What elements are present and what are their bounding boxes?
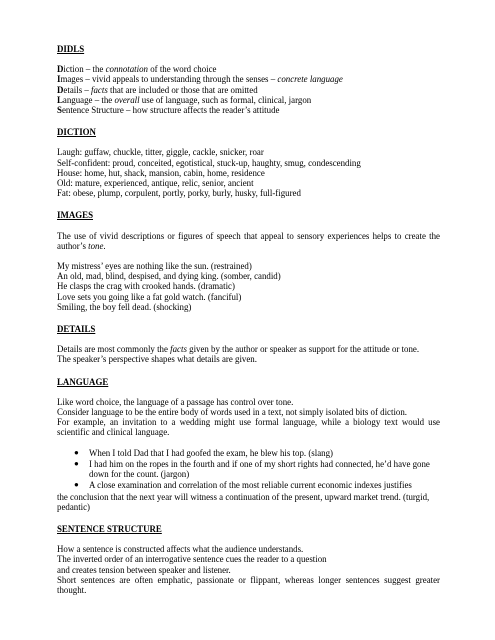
- image-example: Love sets you going like a fat gold watch. (fanciful): [57, 291, 242, 302]
- list-item: ● I had him on the ropes in the fourth and if one of my short rights had connected, he’d have gone down for the count. (jargon): [74, 458, 430, 480]
- diction-line: Self-confident: proud, conceited, egotistical, stuck-up, haughty, smug, condescending: [57, 157, 361, 168]
- document-page: [57, 44, 440, 595]
- sentence-line: How a sentence is constructed affects what the audience understands.: [57, 544, 304, 555]
- diction-line: Laugh: guffaw, chuckle, titter, giggle, cackle, snicker, roar: [57, 147, 264, 158]
- didls-section: [57, 44, 440, 115]
- didls-list: [57, 64, 440, 115]
- diction-section: [57, 127, 440, 198]
- didls-definition: Language – the overall use of language, such as formal, clinical, jargon: [57, 94, 312, 105]
- didls-heading: DIDLS: [57, 44, 85, 54]
- bullet-icon: ●: [74, 447, 79, 457]
- sentence-structure-section: [57, 524, 440, 595]
- diction-heading: DICTION: [57, 127, 96, 138]
- images-section: [57, 210, 440, 312]
- sentence-line: and creates tension between speaker and listener.: [57, 564, 231, 575]
- list-item: ● When I told Dad that I had goofed the exam, he blew his top. (slang): [74, 447, 333, 458]
- sentence-line: The inverted order of an interrogative sentence cues the reader to a question: [57, 554, 327, 565]
- didls-definition: Details – facts that are included or those that are omitted: [57, 84, 258, 95]
- details-section: [57, 324, 440, 365]
- language-line: Consider language to be the entire body of words used in a text, not simply isolated bits of diction.: [57, 407, 408, 418]
- details-heading: DETAILS: [57, 324, 96, 335]
- image-example: My mistress’ eyes are nothing like the sun. (restrained): [57, 261, 252, 272]
- language-example: For example, an invitation to a wedding might use formal language, while a biology text would use scientific and clinical language.: [57, 417, 440, 438]
- diction-line: House: home, hut, shack, mansion, cabin, home, residence: [57, 167, 265, 178]
- tone-word: tone: [88, 240, 104, 251]
- image-example: He clasps the crag with crooked hands. (dramatic): [57, 281, 235, 292]
- diction-line: Fat: obese, plump, corpulent, portly, porky, burly, husky, full-figured: [57, 188, 301, 199]
- images-intro: The use of vivid descriptions or figures of speech that appeal to sensory experiences helps to create the author’s tone.: [57, 230, 440, 251]
- diction-line: Old: mature, experienced, antique, relic, senior, ancient: [57, 178, 254, 189]
- images-heading: IMAGES: [57, 210, 93, 221]
- didls-definition: Diction – the connotation of the word choice: [57, 64, 217, 75]
- didls-definition: Sentence Structure – how structure affects the reader’s attitude: [57, 105, 280, 116]
- list-item: ● A close examination and correlation of the most reliable current economic indexes justifies: [74, 480, 412, 491]
- details-line: Details are most commonly the facts given by the author or speaker as support for the attitude or tone.: [57, 344, 420, 355]
- bullet-icon: ●: [74, 480, 79, 490]
- details-line: The speaker’s perspective shapes what details are given.: [57, 354, 257, 365]
- language-line: Like word choice, the language of a passage has control over tone.: [57, 396, 294, 407]
- didls-definition: Images – vivid appeals to understanding through the senses – concrete language: [57, 74, 343, 85]
- language-bullet-list: [57, 448, 440, 491]
- language-continuation: the conclusion that the next year will witness a continuation of the present, upward market trend. (turgid, pedantic): [57, 491, 430, 512]
- image-example: An old, mad, blind, despised, and dying king. (somber, candid): [57, 271, 281, 282]
- sentence-structure-heading: SENTENCE STRUCTURE: [57, 523, 162, 534]
- bullet-icon: ●: [74, 458, 79, 468]
- sentence-line: Short sentences are often emphatic, passionate or flippant, whereas longer sentences suggest greater thought.: [57, 574, 440, 595]
- image-example: Smiling, the boy fell dead. (shocking): [57, 301, 192, 312]
- language-section: [57, 377, 440, 512]
- language-heading: LANGUAGE: [57, 376, 109, 387]
